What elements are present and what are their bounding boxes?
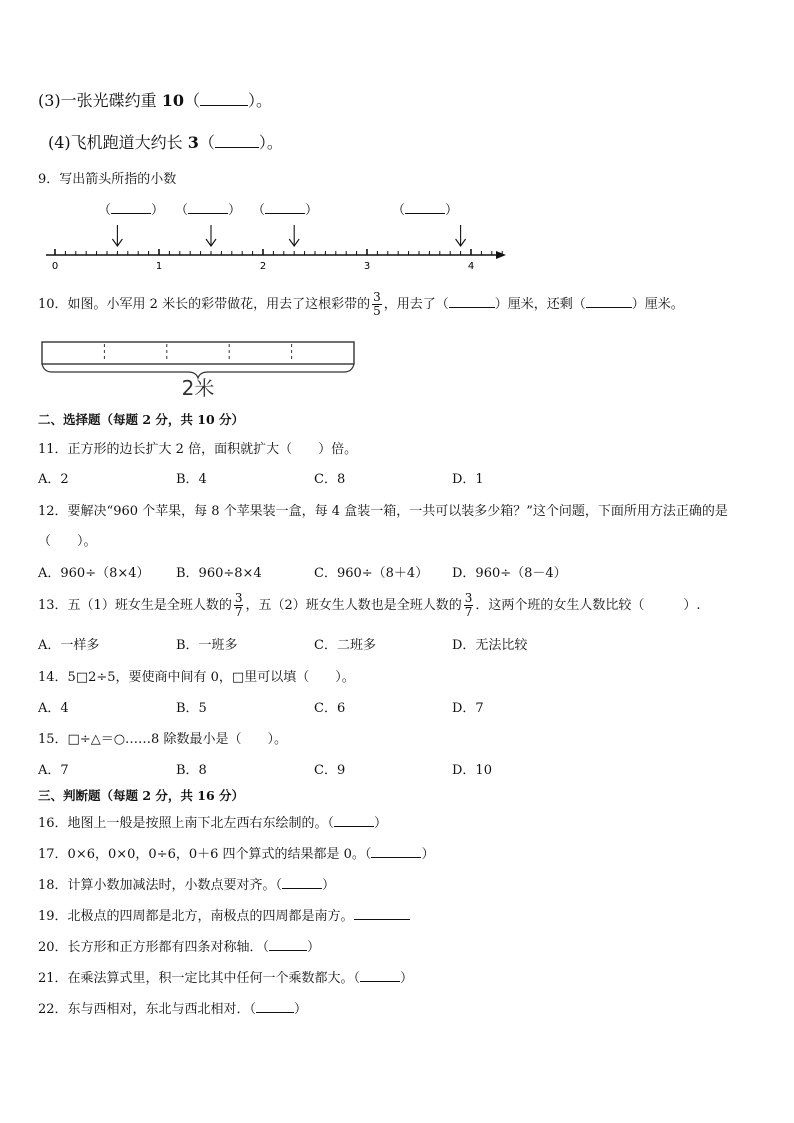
option-d[interactable]: D．1 — [452, 472, 484, 487]
option-a[interactable]: A．4 — [38, 701, 69, 716]
answer-blank[interactable] — [334, 815, 374, 827]
option-a[interactable]: A．7 — [38, 763, 69, 778]
down-arrow-icon — [112, 225, 122, 246]
tick-label: 1 — [155, 261, 163, 272]
fraction: $\frac{3}{5}$ — [373, 290, 381, 318]
option-b[interactable]: B．4 — [176, 472, 207, 487]
q14-stem: 14．5□2÷5，要使商中间有 0，□里可以填（ ）。 — [38, 670, 355, 685]
option-a[interactable]: A．960÷（8×4） — [38, 566, 150, 581]
option-b[interactable]: B．5 — [176, 701, 207, 716]
q15-stem: 15．□÷△＝○……8 除数最小是（ ）。 — [38, 732, 287, 747]
number-line-arrowhead — [496, 251, 506, 259]
fraction: $\frac{3}{7}$ — [234, 591, 243, 619]
option-d[interactable]: D．10 — [452, 763, 492, 778]
option-a[interactable]: A．一样多 — [38, 638, 100, 653]
tick-label: 4 — [467, 261, 475, 272]
down-arrow-icon — [456, 225, 466, 246]
q9-blank-3[interactable]: （ ） — [252, 203, 319, 218]
q8-part4: (4)飞机跑道大约长 3（ ）。 — [48, 133, 283, 152]
option-d[interactable]: D．960÷（8－4） — [452, 566, 567, 581]
pointer-arrows — [112, 225, 465, 246]
q14-options — [38, 697, 558, 715]
q13-options — [38, 634, 598, 652]
answer-blank[interactable] — [354, 908, 410, 920]
answer-blank[interactable] — [256, 1001, 294, 1013]
option-c[interactable]: C．8 — [314, 472, 346, 487]
option-b[interactable]: B．960÷8×4 — [176, 566, 262, 581]
q11-options — [38, 468, 558, 486]
judge-item: 22．东与西相对，东北与西北相对．（ ） — [38, 1002, 308, 1017]
option-c[interactable]: C．9 — [314, 763, 346, 778]
ribbon-bar — [42, 342, 354, 364]
option-b[interactable]: B．一班多 — [176, 638, 238, 653]
q9-blank-2[interactable]: （ ） — [175, 203, 242, 218]
q12-stem-2: （ ）。 — [38, 534, 97, 549]
q12-stem: 12．要解决“960 个苹果，每 8 个苹果装一盒，每 4 盒装一箱，一共可以装多少箱？”这个问题，下面所用方法正确的是 — [38, 504, 728, 519]
down-arrow-icon — [289, 225, 299, 246]
tick-label: 3 — [363, 261, 371, 272]
tick-label: 0 — [51, 261, 59, 272]
ribbon-length-label: 2米 — [181, 376, 215, 400]
answer-blank[interactable] — [586, 296, 632, 308]
option-c[interactable]: C．二班多 — [314, 638, 376, 653]
ribbon-figure — [38, 338, 364, 402]
q9-blank-1[interactable]: （ ） — [98, 203, 165, 218]
fraction: $\frac{3}{7}$ — [464, 591, 473, 619]
option-d[interactable]: D．7 — [452, 701, 484, 716]
q12-options — [38, 562, 598, 580]
option-b[interactable]: B．8 — [176, 763, 207, 778]
option-c[interactable]: C．6 — [314, 701, 346, 716]
q11-stem: 11．正方形的边长扩大 2 倍，面积就扩大（ ）倍。 — [38, 442, 358, 457]
answer-blank[interactable] — [449, 296, 495, 308]
answer-blank[interactable] — [215, 136, 259, 148]
q15-options — [38, 759, 558, 777]
option-a[interactable]: A．2 — [38, 472, 69, 487]
answer-blank[interactable] — [200, 94, 248, 106]
q13-stem: 13．五（1）班女生是全班人数的 $\frac{3}{7}$ ，五（2）班女生人数也是全班人数的 $\frac{3}{7}$ ．这两个班的女生人数比较（ ）. — [38, 591, 701, 619]
number-line — [38, 222, 518, 278]
section-3-heading: 三、判断题（每题 2 分，共 16 分） — [38, 788, 245, 803]
judge-item: 20．长方形和正方形都有四条对称轴．（ ） — [38, 940, 321, 955]
number-line-labels — [52, 261, 474, 272]
down-arrow-icon — [206, 225, 216, 246]
q9-stem: 9．写出箭头所指的小数 — [38, 172, 177, 187]
judge-item: 21．在乘法算式里，积一定比其中任何一个乘数都大。（ ） — [38, 971, 414, 986]
answer-blank[interactable] — [360, 970, 400, 982]
answer-blank[interactable] — [371, 846, 421, 858]
number-line-ticks — [55, 249, 502, 255]
option-c[interactable]: C．960÷（8＋4） — [314, 566, 429, 581]
section-2-heading: 二、选择题（每题 2 分，共 10 分） — [38, 412, 245, 427]
judge-item: 18．计算小数加减法时，小数点要对齐。（ ） — [38, 878, 336, 893]
q8-part3: (3)一张光碟约重 10（ ）。 — [38, 91, 273, 110]
judge-item: 16．地图上一般是按照上南下北左西右东绘制的。（ ） — [38, 816, 388, 831]
answer-blank[interactable] — [282, 877, 322, 889]
option-d[interactable]: D．无法比较 — [452, 638, 528, 653]
answer-blank[interactable] — [269, 939, 307, 951]
judge-item: 19．北极点的四周都是北方，南极点的四周都是南方。 — [38, 905, 410, 924]
q10-stem: 10．如图。小军用 2 米长的彩带做花，用去了这根彩带的 $\frac{3}{5}$ ，用去了（ ）厘米，还剩（ ）厘米。 — [38, 290, 684, 318]
q9-blank-4[interactable]: （ ） — [392, 203, 459, 218]
tick-label: 2 — [259, 261, 267, 272]
judge-item: 17．0×6，0×0，0÷6，0＋6 四个算式的结果都是 0。（ ） — [38, 847, 435, 862]
